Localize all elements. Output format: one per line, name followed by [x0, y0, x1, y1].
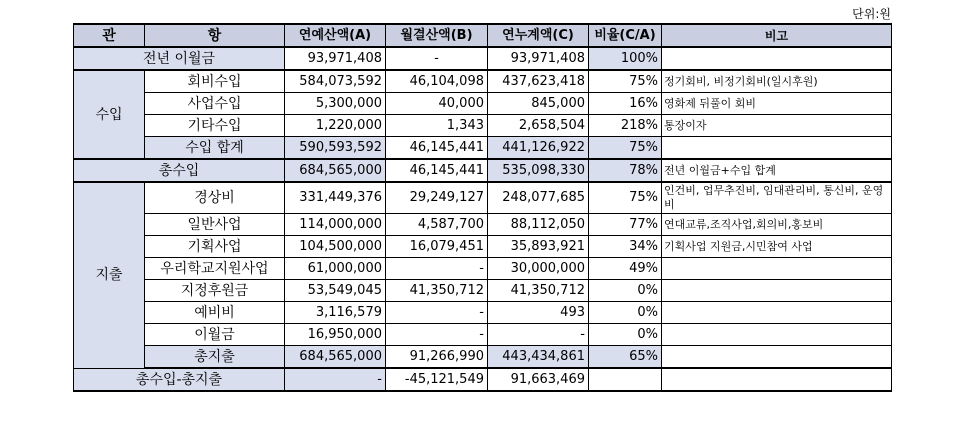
header-hang: 항 [145, 24, 285, 47]
cell-annual-cumulative: 2,658,504 [488, 115, 589, 137]
cell-monthly-settlement: 29,249,127 [386, 182, 488, 214]
cell-annual-budget: 1,220,000 [285, 115, 386, 137]
cell-monthly-settlement: - [386, 324, 488, 346]
cell-ratio: 34% [589, 236, 662, 258]
row-label: 총수입 [74, 159, 285, 182]
cell-annual-budget: 16,950,000 [285, 324, 386, 346]
cell-remarks: 인건비, 업무추진비, 임대관리비, 통신비, 운영비 [662, 182, 892, 214]
header-gwan: 관 [74, 24, 145, 47]
category-expense: 지출 [74, 182, 145, 368]
row-label: 수입 합계 [145, 137, 285, 160]
cell-annual-budget: 3,116,579 [285, 302, 386, 324]
row-label: 전년 이월금 [74, 47, 285, 70]
cell-remarks [662, 47, 892, 70]
cell-annual-cumulative: - [488, 324, 589, 346]
cell-annual-cumulative: 93,971,408 [488, 47, 589, 70]
table-row [74, 280, 892, 302]
header-annual-cumulative: 연누계액(C) [488, 24, 589, 47]
cell-annual-budget: 93,971,408 [285, 47, 386, 70]
table-row [74, 258, 892, 280]
row-label: 기타수입 [145, 115, 285, 137]
row-label: 지정후원금 [145, 280, 285, 302]
cell-remarks: 영화제 뒤풀이 회비 [662, 93, 892, 115]
cell-annual-cumulative: 437,623,418 [488, 70, 589, 93]
cell-ratio: 0% [589, 324, 662, 346]
cell-annual-budget: 684,565,000 [285, 159, 386, 182]
cell-annual-budget: 104,500,000 [285, 236, 386, 258]
budget-table [73, 23, 892, 392]
cell-ratio: 16% [589, 93, 662, 115]
table-row [74, 70, 892, 93]
cell-annual-cumulative: 535,098,330 [488, 159, 589, 182]
row-label: 총지출 [145, 346, 285, 369]
cell-remarks: 연대교류,조직사업,회의비,홍보비 [662, 214, 892, 236]
row-label: 회비수입 [145, 70, 285, 93]
table-row [74, 115, 892, 137]
cell-remarks: 통장이자 [662, 115, 892, 137]
cell-annual-cumulative: 35,893,921 [488, 236, 589, 258]
cell-monthly-settlement: 40,000 [386, 93, 488, 115]
cell-ratio [589, 368, 662, 391]
row-label: 일반사업 [145, 214, 285, 236]
row-label: 우리학교지원사업 [145, 258, 285, 280]
cell-ratio: 100% [589, 47, 662, 70]
cell-remarks [662, 346, 892, 369]
header-monthly-settlement: 월결산액(B) [386, 24, 488, 47]
row-label: 기획사업 [145, 236, 285, 258]
cell-remarks [662, 280, 892, 302]
cell-remarks [662, 324, 892, 346]
cell-monthly-settlement: 4,587,700 [386, 214, 488, 236]
cell-annual-budget: 590,593,592 [285, 137, 386, 160]
unit-label: 단위:원 [852, 7, 891, 21]
cell-ratio: 218% [589, 115, 662, 137]
cell-remarks [662, 137, 892, 160]
cell-annual-budget: 331,449,376 [285, 182, 386, 214]
cell-annual-budget: 684,565,000 [285, 346, 386, 369]
cell-remarks [662, 258, 892, 280]
cell-annual-cumulative: 91,663,469 [488, 368, 589, 391]
cell-monthly-settlement: 41,350,712 [386, 280, 488, 302]
cell-ratio: 75% [589, 182, 662, 214]
cell-ratio: 77% [589, 214, 662, 236]
table-row [74, 214, 892, 236]
cell-monthly-settlement: 1,343 [386, 115, 488, 137]
cell-monthly-settlement: 46,104,098 [386, 70, 488, 93]
cell-remarks [662, 368, 892, 391]
cell-annual-cumulative: 248,077,685 [488, 182, 589, 214]
header-annual-budget: 연예산액(A) [285, 24, 386, 47]
cell-ratio: 78% [589, 159, 662, 182]
cell-ratio: 0% [589, 280, 662, 302]
cell-annual-budget: 53,549,045 [285, 280, 386, 302]
table-row-total-income [74, 159, 892, 182]
cell-ratio: 0% [589, 302, 662, 324]
cell-annual-budget: - [285, 368, 386, 391]
table-row [74, 324, 892, 346]
cell-annual-cumulative: 493 [488, 302, 589, 324]
row-label: 예비비 [145, 302, 285, 324]
cell-remarks: 전년 이월금+수입 합계 [662, 159, 892, 182]
cell-annual-cumulative: 443,434,861 [488, 346, 589, 369]
table-row [74, 182, 892, 214]
row-label: 이월금 [145, 324, 285, 346]
table-row [74, 302, 892, 324]
cell-annual-cumulative: 441,126,922 [488, 137, 589, 160]
cell-ratio: 65% [589, 346, 662, 369]
cell-annual-budget: 61,000,000 [285, 258, 386, 280]
header-remarks: 비고 [662, 24, 892, 47]
header-row [74, 24, 892, 47]
cell-remarks: 정기회비, 비정기회비(일시후원) [662, 70, 892, 93]
table-row [74, 236, 892, 258]
table-row-expense-subtotal [74, 346, 892, 369]
row-label: 총수입-총지출 [74, 368, 285, 391]
cell-annual-cumulative: 41,350,712 [488, 280, 589, 302]
cell-monthly-settlement: - [386, 302, 488, 324]
cell-monthly-settlement: 46,145,441 [386, 137, 488, 160]
row-label: 사업수입 [145, 93, 285, 115]
category-income: 수입 [74, 70, 145, 159]
table-row-income-subtotal [74, 137, 892, 160]
cell-annual-cumulative: 30,000,000 [488, 258, 589, 280]
cell-monthly-settlement: - [386, 258, 488, 280]
cell-annual-cumulative: 845,000 [488, 93, 589, 115]
table-row-net [74, 368, 892, 391]
cell-remarks: 기획사업 지원금,시민참여 사업 [662, 236, 892, 258]
table-row-prev-balance [74, 47, 892, 70]
cell-ratio: 75% [589, 137, 662, 160]
cell-monthly-settlement: 16,079,451 [386, 236, 488, 258]
row-label: 경상비 [145, 182, 285, 214]
cell-monthly-settlement: 46,145,441 [386, 159, 488, 182]
cell-annual-cumulative: 88,112,050 [488, 214, 589, 236]
table-row [74, 93, 892, 115]
cell-monthly-settlement: -45,121,549 [386, 368, 488, 391]
cell-ratio: 75% [589, 70, 662, 93]
cell-monthly-settlement: 91,266,990 [386, 346, 488, 369]
cell-ratio: 49% [589, 258, 662, 280]
cell-annual-budget: 114,000,000 [285, 214, 386, 236]
header-ratio: 비율(C/A) [589, 24, 662, 47]
cell-annual-budget: 584,073,592 [285, 70, 386, 93]
cell-monthly-settlement: - [386, 47, 488, 70]
cell-annual-budget: 5,300,000 [285, 93, 386, 115]
cell-remarks [662, 302, 892, 324]
